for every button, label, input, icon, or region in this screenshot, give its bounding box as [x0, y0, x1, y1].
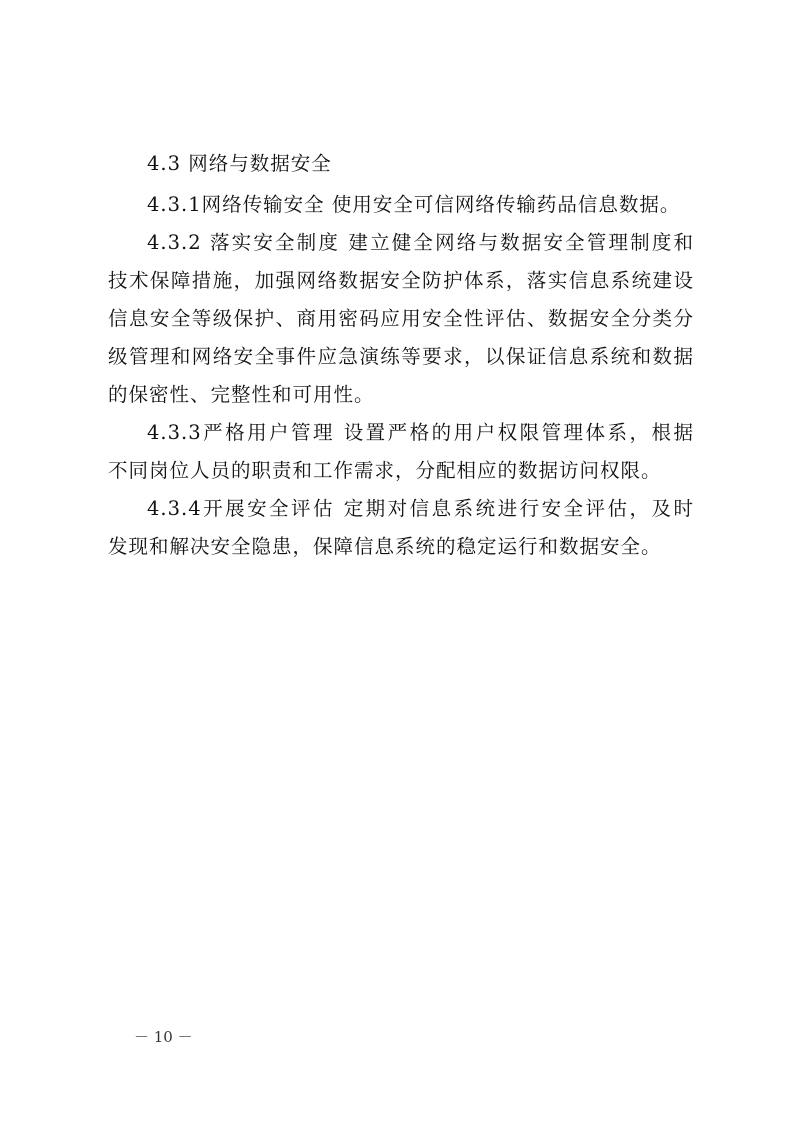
- section-heading: 4.3 网络与数据安全: [147, 152, 332, 175]
- paragraph-line: 4.3.1网络传输安全 使用安全可信网络传输药品信息数据。: [147, 193, 681, 216]
- paragraph-line: 级管理和网络安全事件应急演练等要求，以保证信息系统和数据: [108, 345, 694, 368]
- paragraph-line: 4.3.3严格用户管理 设置严格的用户权限管理体系，根据: [147, 421, 694, 444]
- paragraph-line: 发现和解决安全隐患，保障信息系统的稳定运行和数据安全。: [108, 535, 662, 558]
- paragraph-4-3-2: [108, 224, 694, 414]
- paragraph-4-3-1: [108, 186, 694, 224]
- page-number: － 10 －: [134, 1028, 193, 1046]
- paragraph-line: 不同岗位人员的职责和工作需求，分配相应的数据访问权限。: [108, 459, 662, 482]
- paragraph-line: 信息安全等级保护、商用密码应用安全性评估、数据安全分类分: [108, 307, 694, 330]
- paragraph-line: 4.3.2 落实安全制度 建立健全网络与数据安全管理制度和: [147, 231, 694, 254]
- paragraph-4-3-4: [108, 490, 694, 566]
- paragraph-line: 4.3.4开展安全评估 定期对信息系统进行安全评估，及时: [147, 497, 694, 520]
- document-body: [108, 148, 694, 566]
- paragraph-line: 的保密性、完整性和可用性。: [108, 383, 375, 406]
- paragraph-line: 技术保障措施，加强网络数据安全防护体系，落实信息系统建设: [108, 269, 694, 292]
- paragraph-4-3-3: [108, 414, 694, 490]
